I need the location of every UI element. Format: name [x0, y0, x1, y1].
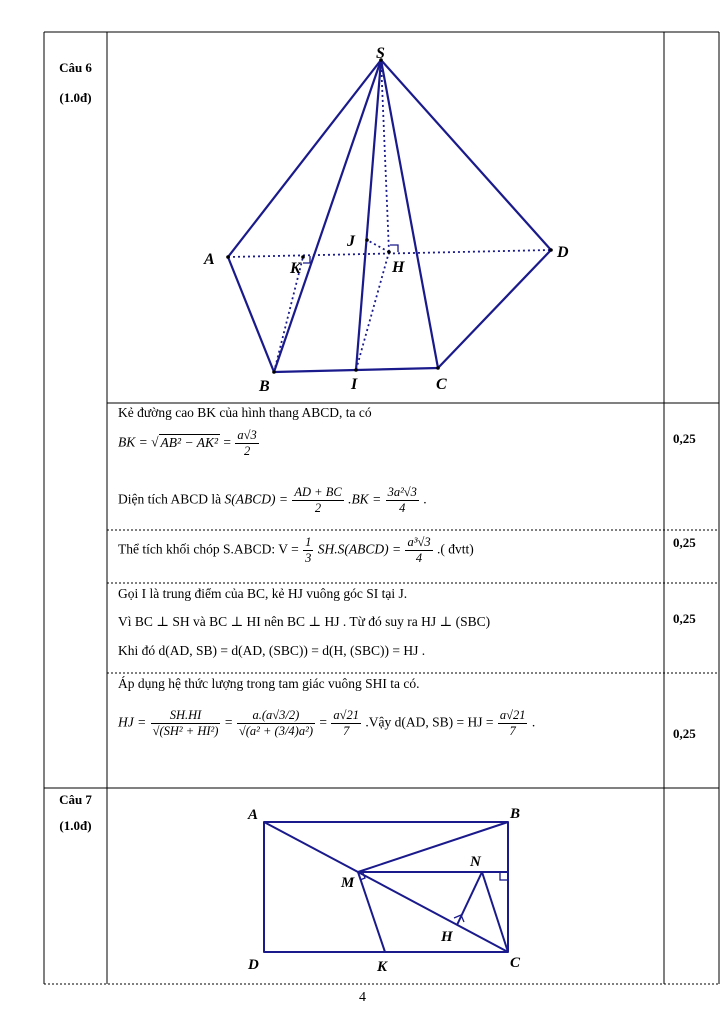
- q7-label-H: H: [441, 929, 453, 945]
- q6-row3-line2: Vì BC ⊥ SH và BC ⊥ HI nên BC ⊥ HJ . Từ đó suy ra HJ ⊥ (SBC): [118, 614, 491, 629]
- score-1: 0,25: [673, 431, 696, 446]
- label-S: S: [376, 45, 385, 62]
- q6-points: (1.0đ): [59, 90, 92, 105]
- q6-row3-line1: Gọi I là trung điểm của BC, kẻ HJ vuông góc SI tại J.: [118, 586, 408, 601]
- label-C: C: [436, 376, 447, 393]
- q7-label-A: A: [248, 807, 259, 823]
- q7-label: Câu 7: [59, 792, 92, 807]
- score-2: 0,25: [673, 535, 696, 550]
- q6-row3-line3: Khi đó d(AD, SB) = d(AD, (SBC)) = d(H, (SBC)) = HJ .: [118, 643, 426, 658]
- q7-label-K: K: [377, 959, 388, 975]
- label-I: I: [351, 376, 358, 393]
- page-number: 4: [359, 990, 366, 1005]
- pyramid-figure: [107, 32, 664, 403]
- score-4: 0,25: [673, 726, 696, 741]
- score-3: 0,25: [673, 611, 696, 626]
- q6-row4-line1: Áp dụng hệ thức lượng trong tam giác vuông SHI ta có.: [118, 676, 420, 691]
- q7-label-C: C: [510, 955, 521, 971]
- q6-row2-volume: Thể tích khối chóp S.ABCD: V = $\frac{1}{3}$ SH.S(ABCD) = $\frac{\text{a³√3}}{4}$ .( đvtt): [118, 535, 474, 565]
- q7-label-N: N: [470, 854, 481, 870]
- q6-row1-area: Diện tích ABCD là S(ABCD) = $\frac{AD + BC}{2}$ .BK = $\frac{\text{3a²√3}}{4}$ .: [118, 485, 427, 515]
- q7-label-D: D: [248, 957, 259, 973]
- q7-points: (1.0đ): [59, 818, 92, 833]
- q6-label: Câu 6: [59, 60, 92, 75]
- q7-label-M: M: [341, 875, 355, 891]
- label-K: K: [290, 260, 301, 277]
- q7-label-B: B: [510, 806, 521, 822]
- label-J: J: [347, 233, 355, 250]
- label-D: D: [557, 244, 569, 261]
- q6-row4-formula: HJ = $\frac{SH.HI}{\text{√(SH² + HI²)}}$ = $\frac{a.(a√3/2)}{\text{√(a² + (3/4)a²)}}$ = $\frac{a√21}{7}$ .Vậy d(AD, SB) = HJ = $\frac{a√21}{7}$ .: [118, 708, 536, 738]
- rectangle-figure: [107, 788, 664, 984]
- q6-row1-line1: Kẻ đường cao BK của hình thang ABCD, ta có: [118, 405, 372, 420]
- label-A: A: [204, 251, 215, 268]
- q6-row1-formula1: BK = √ AB² − AK² = $\frac{a√3}{2}$: [118, 428, 257, 458]
- label-H: H: [392, 259, 405, 276]
- label-B: B: [259, 378, 270, 395]
